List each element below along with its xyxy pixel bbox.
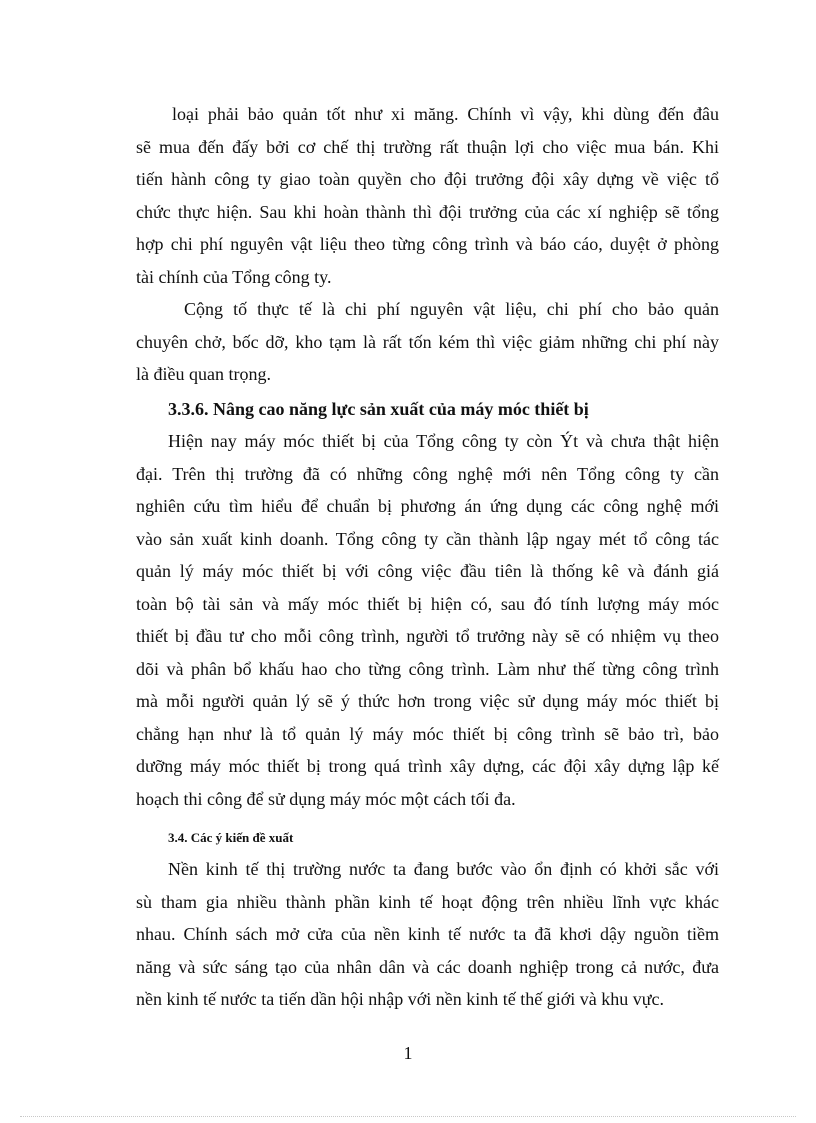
page-bottom-divider [20, 1116, 796, 1117]
paragraph-2 [136, 293, 719, 391]
paragraph-3-line: chẳng hạn như là tổ quản lý máy móc thiết bị công trình sẽ bảo trì, bảo [136, 723, 719, 744]
paragraph-1-line: tiến hành công ty giao toàn quyền cho đội trưởng đội xây dựng về việc tổ [136, 169, 719, 189]
paragraph-3-line: đại. Trên thị trường đã có những công nghệ mới nên Tổng công ty cần [136, 463, 719, 484]
paragraph-4-line: nền kinh tế nước ta tiến dần hội nhập với nền kinh tế thế giới và khu vực. [136, 989, 664, 1009]
paragraph-4 [136, 853, 719, 1016]
paragraph-3-line: nghiên cứu tìm hiểu để chuẩn bị phương án ứng dụng các công nghệ mới [136, 496, 719, 516]
paragraph-3 [136, 425, 719, 815]
paragraph-1-line: sẽ mua đến đấy bởi cơ chế thị trường rất thuận lợi cho việc mua bán. Khi [136, 136, 719, 157]
paragraph-4-line: sù tham gia nhiều thành phần kinh tế hoạt động trên nhiều lĩnh vực khác [136, 891, 719, 912]
section-heading-3-4: 3.4. Các ý kiến đề xuất [168, 830, 294, 845]
paragraph-2-line: là điều quan trọng. [136, 364, 271, 384]
paragraph-3-line: thiết bị đầu tư cho mỗi công trình, người tổ trưởng này sẽ có nhiệm vụ theo [136, 626, 719, 646]
paragraph-3-line: dõi và phân bổ khấu hao cho từng công trình. Làm như thế từng công trình [136, 658, 719, 679]
paragraph-1-line: tài chính của Tổng công ty. [136, 266, 332, 287]
paragraph-4-line: nhau. Chính sách mở cửa của nền kinh tế nước ta đã khơi dậy nguồn tiềm [136, 924, 719, 944]
paragraph-3-line: dưỡng máy móc thiết bị trong quá trình xây dựng, các đội xây dựng lập kế [136, 756, 719, 776]
paragraph-1-line: chức thực hiện. Sau khi hoàn thành thì đội trưởng của các xí nghiệp sẽ tổng [136, 201, 719, 222]
paragraph-4-line: năng và sức sáng tạo của nhân dân và các doanh nghiệp trong cả nước, đưa [136, 956, 719, 977]
paragraph-3-line: quản lý máy móc thiết bị với công việc đầu tiên là thống kê và đánh giá [136, 561, 719, 581]
paragraph-4-line: Nền kinh tế thị trường nước ta đang bước vào ổn định có khởi sắc với [168, 859, 719, 879]
paragraph-1 [136, 98, 719, 293]
paragraph-1-line: loại phải bảo quản tốt như xi măng. Chính vì vậy, khi dùng đến đâu [172, 104, 719, 124]
paragraph-2-line: Cộng tố thực tế là chi phí nguyên vật liệu, chi phí cho bảo quản [184, 299, 719, 319]
page-number: 1 [403, 1043, 413, 1063]
paragraph-3-line: Hiện nay máy móc thiết bị của Tổng công ty còn Ýt và chưa thật hiện [168, 431, 719, 451]
section-heading-3-3-6: 3.3.6. Nâng cao năng lực sản xuất của máy móc thiết bị [168, 398, 589, 419]
page-content [136, 98, 719, 1016]
paragraph-3-line: mà mỗi người quản lý sẽ ý thức hơn trong việc sử dụng máy móc thiết bị [136, 691, 719, 711]
paragraph-3-line: toàn bộ tài sản và mấy móc thiết bị hiện có, sau đó tính lượng máy móc [136, 593, 719, 614]
paragraph-1-line: hợp chi phí nguyên vật liệu theo từng công trình và báo cáo, duyệt ở phòng [136, 234, 719, 254]
paragraph-3-line: hoạch thi công để sử dụng máy móc một cách tối đa. [136, 788, 516, 809]
paragraph-3-line: vào sản xuất kinh doanh. Tổng công ty cần thành lập ngay mét tổ công tác [136, 528, 719, 549]
paragraph-2-line: chuyên chở, bốc dỡ, kho tạm là rất tốn kém thì việc giảm những chi phí này [136, 331, 719, 352]
